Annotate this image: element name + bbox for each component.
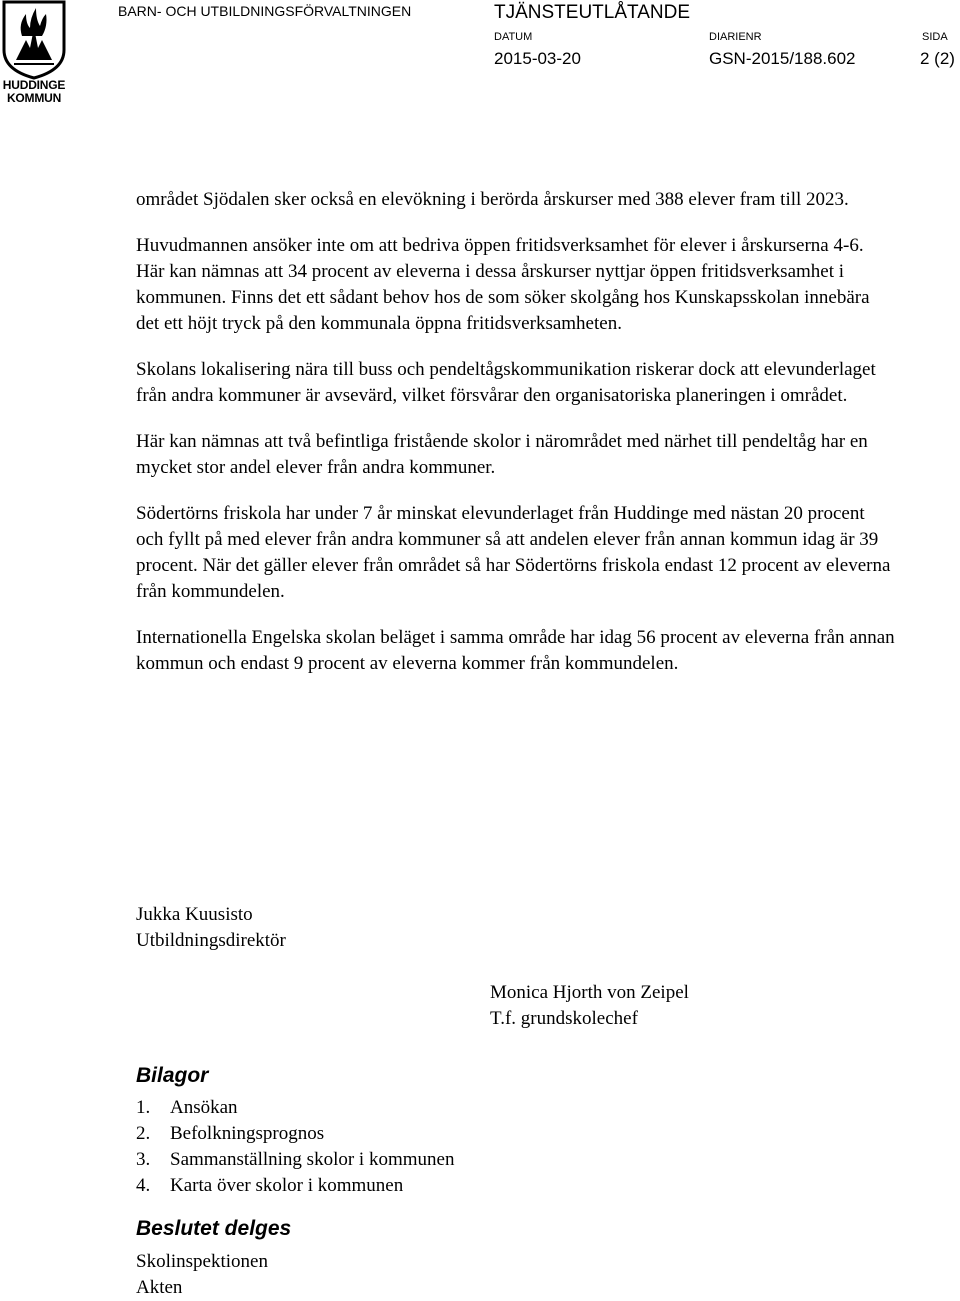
body-paragraph: Huvudmannen ansöker inte om att bedriva öppen fritidsverksamhet för elever i årskurserna 4-6. Här kan nämnas att 34 procent av eleverna i dessa årskurser nyttjar öppen fritidsverksamhet i kommunen. Finns det ett sådant behov hos de som söker skolgång hos Kunskapsskolan innebära det ett höjt tryck på den kommunala öppna fritidsverksamheten.	[136, 235, 870, 334]
registration-label: DIARIENR	[709, 31, 762, 43]
coat-of-arms-icon	[0, 0, 68, 80]
attachment-item	[136, 1121, 454, 1147]
attachment-number: 3.	[136, 1149, 151, 1170]
registration-number: GSN-2015/188.602	[709, 49, 856, 68]
body-paragraph: Södertörns friskola har under 7 år minskat elevunderlaget från Huddinge med nästan 20 procent och fyllt på med elever från andra kommuner så att andelen elever från annan kommun idag är 39 procent. När det gäller elever från området så har Södertörns friskola endast 12 procent av eleverna från kommundelen.	[136, 503, 891, 602]
distribution-heading: Beslutet delges	[136, 1217, 292, 1240]
page-number: 2 (2)	[920, 49, 955, 68]
body-paragraph: Här kan nämnas att två befintliga fristående skolor i närområdet med närhet till pendeltåg har en mycket stor andel elever från andra kommuner.	[136, 431, 868, 478]
department-name: BARN- OCH UTBILDNINGSFÖRVALTNINGEN	[118, 3, 412, 19]
attachments-heading: Bilagor	[136, 1064, 209, 1087]
signature-block-director	[136, 902, 286, 954]
distribution-list	[136, 1249, 268, 1301]
page-label: SIDA	[922, 31, 948, 43]
body-paragraph: området Sjödalen sker också en elevökning i berörda årskurser med 388 elever fram till 2023.	[136, 189, 849, 210]
date-label: DATUM	[494, 31, 533, 43]
logo-text-line2: KOMMUN	[6, 90, 62, 105]
signatory-title: Utbildningsdirektör	[136, 930, 286, 951]
attachment-item	[136, 1147, 454, 1173]
attachment-title: Sammanställning skolor i kommunen	[170, 1149, 455, 1170]
attachment-title: Karta över skolor i kommunen	[170, 1175, 404, 1196]
attachment-item	[136, 1173, 454, 1199]
recipient: Skolinspektionen	[136, 1251, 268, 1272]
attachment-title: Ansökan	[170, 1097, 238, 1118]
document-type: TJÄNSTEUTLÅTANDE	[494, 2, 691, 23]
document-body	[136, 187, 896, 697]
recipient: Akten	[136, 1277, 183, 1298]
attachment-number: 4.	[136, 1175, 151, 1196]
body-paragraph: Internationella Engelska skolan beläget i samma område har idag 56 procent av eleverna från annan kommun och endast 9 procent av eleverna kommer från kommundelen.	[136, 627, 895, 674]
signature-block-school-head	[490, 980, 689, 1032]
municipality-logo	[0, 0, 68, 106]
attachments-list	[136, 1095, 454, 1199]
attachment-number: 1.	[136, 1097, 151, 1118]
logo-text-line1: HUDDINGE	[2, 78, 66, 92]
attachment-title: Befolkningsprognos	[170, 1123, 325, 1144]
signatory-name: Monica Hjorth von Zeipel	[490, 982, 689, 1003]
attachment-number: 2.	[136, 1123, 151, 1144]
signatory-title: T.f. grundskolechef	[490, 1008, 638, 1029]
date-value: 2015-03-20	[494, 49, 581, 68]
signatory-name: Jukka Kuusisto	[136, 904, 253, 925]
attachment-item	[136, 1095, 454, 1121]
body-paragraph: Skolans lokalisering nära till buss och pendeltågskommunikation riskerar dock att elevunderlaget från andra kommuner är avsevärd, vilket försvårar den organisatoriska planeringen i området.	[136, 359, 876, 406]
